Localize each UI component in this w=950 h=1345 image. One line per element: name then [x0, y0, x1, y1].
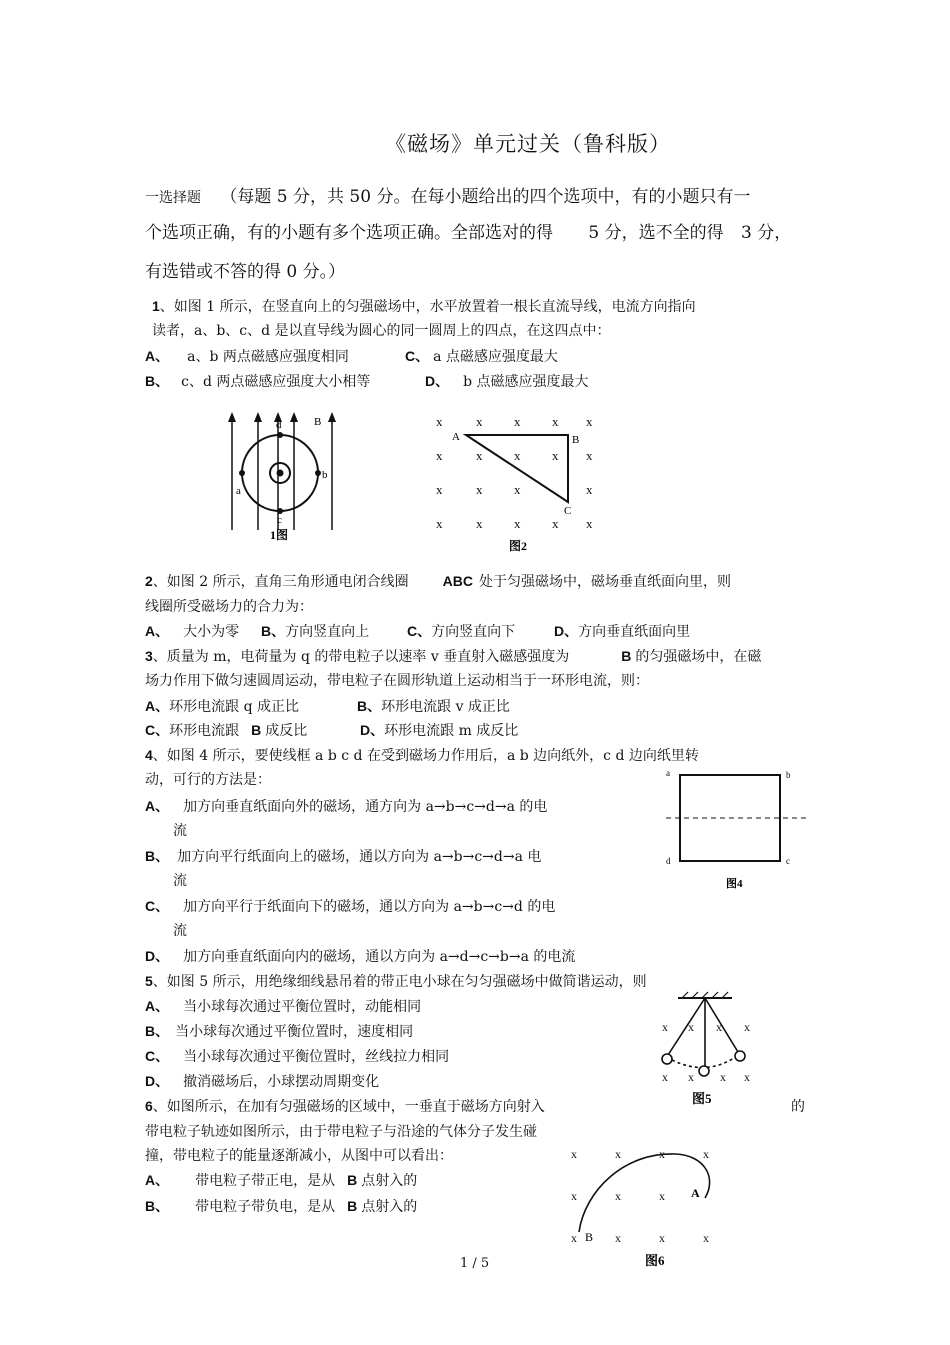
fig1-label-b: b [322, 469, 328, 481]
fig6-label-A: A [691, 1186, 700, 1200]
field-cross-icon: x [514, 448, 521, 463]
field-cross-icon: x [716, 1020, 722, 1034]
ball [735, 1051, 745, 1061]
field-cross-icon: x [703, 1147, 709, 1161]
figure-4 [662, 766, 812, 896]
field-cross-icon: x [662, 1020, 668, 1034]
section-label: 一选择题 [145, 190, 201, 206]
intro-line-1 [145, 182, 750, 207]
fig1-label-a: a [236, 485, 241, 497]
field-cross-icon: x [586, 448, 593, 463]
thread [668, 998, 705, 1055]
field-cross-icon: x [662, 1070, 668, 1084]
q3-line-2: 场力作用下做匀速圆周运动，带电粒子在圆形轨道上运动相当于一环形电流，则： [145, 673, 649, 689]
q3-line-1: 3、质量为 m，电荷量为 q 的带电粒子以速率 v 垂直射入磁感强度为 B 的匀强磁场中，在磁 [145, 648, 762, 665]
field-cross-icon: x [436, 448, 443, 463]
q6-line-1: 6、如图所示，在加有匀强磁场的区域中，一垂直于磁场方向射入 [145, 1098, 545, 1115]
q4-line-1: 4、如图 4 所示，要使线框 a b c d 在受到磁场力作用后，a b 边向纸外，c d 边向纸里转 [145, 747, 699, 764]
field-cross-icon: x [436, 516, 443, 531]
q3-option-c: C、环形电流跟 B 成反比 [145, 722, 308, 739]
q1-option-c: C、 a 点磁感应强度最大 [405, 348, 558, 365]
page-number: 1 / 5 [460, 1256, 490, 1271]
fig2-label-A: A [452, 431, 460, 443]
q1-option-d: D、 b 点磁感应强度最大 [425, 373, 589, 390]
fig1-label-B: B [314, 416, 322, 428]
fig6-label-B: B [585, 1230, 594, 1244]
field-cross-icon: x [514, 482, 521, 497]
intro-text-1: （每题 5 分，共 50 分。在每小题给出的四个选项中，有的小题只有一 [220, 187, 751, 207]
q1-line-2: 读者，a、b、c、d 是以直导线为圆心的同一圆周上的四点，在这四点中： [152, 323, 611, 339]
q4-option-a: A、 加方向垂直纸面向外的磁场，通方向为 a→b→c→d→a 的电 [145, 798, 548, 815]
q4-line-2: 动，可行的方法是： [145, 772, 271, 788]
intro-text-2b: 5 分，选不全的得 [588, 223, 724, 243]
figure-6 [555, 1140, 735, 1275]
figure-5 [650, 990, 760, 1110]
page-title: 《磁场》单元过关（鲁科版） [385, 132, 671, 156]
q6-line-2: 带电粒子轨迹如图所示，由于带电粒子与沿途的气体分子发生碰 [145, 1124, 537, 1140]
q3-option-d: D、环形电流跟 m 成反比 [360, 722, 519, 739]
fig1-caption: 1图 [270, 528, 289, 542]
field-cross-icon: x [586, 414, 593, 429]
q5-option-d: D、 撤消磁场后，小球摆动周期变化 [145, 1073, 380, 1090]
q6-line-1-end: 的 [791, 1099, 805, 1115]
field-cross-icon: x [476, 448, 483, 463]
q2-option-b: B、方向竖直向上 [261, 623, 370, 640]
q6-option-b: B、 带电粒子带负电，是从 B 点射入的 [145, 1198, 418, 1215]
fig5-caption: 图5 [692, 1091, 712, 1106]
figure-2 [432, 410, 602, 555]
q6-line-3: 撞，带电粒子的能量逐渐减小，从图中可以看出： [145, 1148, 453, 1164]
particle-track [579, 1154, 710, 1232]
field-cross-icon: x [514, 516, 521, 531]
field-cross-icon: x [552, 516, 559, 531]
field-cross-icon: x [744, 1020, 750, 1034]
q1-option-a: A、 a、b 两点磁感应强度相同 [145, 348, 349, 365]
field-cross-icon: x [688, 1070, 694, 1084]
q3-option-a: A、环形电流跟 q 成正比 [145, 698, 299, 715]
q5-option-a: A、 当小球每次通过平衡位置时，动能相同 [145, 998, 422, 1015]
fig4-label-d: d [666, 856, 671, 866]
q4-option-c-cont: 流 [173, 923, 187, 939]
ball [699, 1066, 709, 1076]
field-cross-icon: x [436, 482, 443, 497]
q6-option-a: A、 带电粒子带正电，是从 B 点射入的 [145, 1172, 418, 1189]
fig2-label-C: C [564, 505, 572, 517]
field-cross-icon: x [476, 516, 483, 531]
ball [662, 1054, 672, 1064]
intro-text-2a: 个选项正确，有的小题有多个选项正确。全部选对的得 [145, 223, 553, 243]
intro-text-2c: 3 分， [741, 223, 792, 243]
q2-option-a: A、 大小为零 [145, 623, 240, 640]
q1-line-1: 1、如图 1 所示，在竖直向上的匀强磁场中，水平放置着一根长直流导线，电流方向指向 [152, 298, 696, 315]
fig4-caption: 图4 [726, 878, 743, 890]
q5-option-c: C、 当小球每次通过平衡位置时，丝线拉力相同 [145, 1048, 450, 1065]
q2-line-1: 2、如图 2 所示，直角三角形通电闭合线圈 ABC 处于匀强磁场中，磁场垂直纸面向里，则 [145, 573, 731, 590]
field-cross-icon: x [615, 1147, 621, 1161]
field-cross-icon: x [586, 516, 593, 531]
field-cross-icon: x [703, 1231, 709, 1245]
fig4-label-c: c [786, 856, 790, 866]
fig2-caption: 图2 [509, 539, 528, 553]
q2-line-2: 线圈所受磁场力的合力为： [145, 599, 313, 615]
field-cross-icon: x [615, 1189, 621, 1203]
q5-option-b: B、 当小球每次通过平衡位置时，速度相同 [145, 1023, 414, 1040]
field-cross-icon: x [514, 414, 521, 429]
q4-option-d: D、 加方向垂直纸面向内的磁场，通以方向为 a→d→c→b→a 的电流 [145, 948, 576, 965]
field-cross-icon: x [436, 414, 443, 429]
fig2-label-B: B [572, 434, 580, 446]
q4-option-b: B、 加方向平行纸面向上的磁场，通以方向为 a→b→c→d→a 电 [145, 848, 542, 865]
field-cross-icon: x [720, 1070, 726, 1084]
field-cross-icon: x [571, 1189, 577, 1203]
fig4-label-a: a [666, 768, 670, 778]
field-cross-icon: x [552, 448, 559, 463]
q3-option-b: B、环形电流跟 v 成正比 [357, 698, 510, 715]
q2-option-d: D、方向垂直纸面向里 [554, 623, 691, 640]
fig1-label-c: c [277, 514, 282, 526]
fig4-label-b: b [786, 770, 791, 780]
q4-option-c: C、 加方向平行于纸面向下的磁场，通以方向为 a→b→c→d 的电 [145, 898, 556, 915]
q4-option-b-cont: 流 [173, 873, 187, 889]
field-cross-icon: x [476, 414, 483, 429]
fig1-label-d: d [276, 419, 282, 431]
field-cross-icon: x [659, 1231, 665, 1245]
q4-option-a-cont: 流 [173, 823, 187, 839]
field-cross-icon: x [659, 1189, 665, 1203]
intro-line-3: 有选错或不答的得 0 分。） [145, 262, 346, 282]
field-cross-icon: x [688, 1020, 694, 1034]
field-cross-icon: x [659, 1147, 665, 1161]
field-cross-icon: x [571, 1147, 577, 1161]
field-cross-icon: x [586, 482, 593, 497]
field-cross-icon: x [615, 1231, 621, 1245]
field-cross-icon: x [571, 1231, 577, 1245]
q2-option-c: C、方向竖直向下 [407, 623, 516, 640]
fig6-caption: 图6 [645, 1253, 665, 1268]
field-cross-icon: x [552, 414, 559, 429]
figure-1 [222, 408, 342, 548]
q5-line-1: 5、如图 5 所示，用绝缘细线悬吊着的带正电小球在匀匀强磁场中做简谐运动，则 [145, 973, 647, 990]
field-cross-icon: x [476, 482, 483, 497]
field-cross-icon: x [744, 1070, 750, 1084]
intro-line-2 [145, 218, 791, 243]
q1-option-b: B、 c、d 两点磁感应强度大小相等 [145, 373, 371, 390]
